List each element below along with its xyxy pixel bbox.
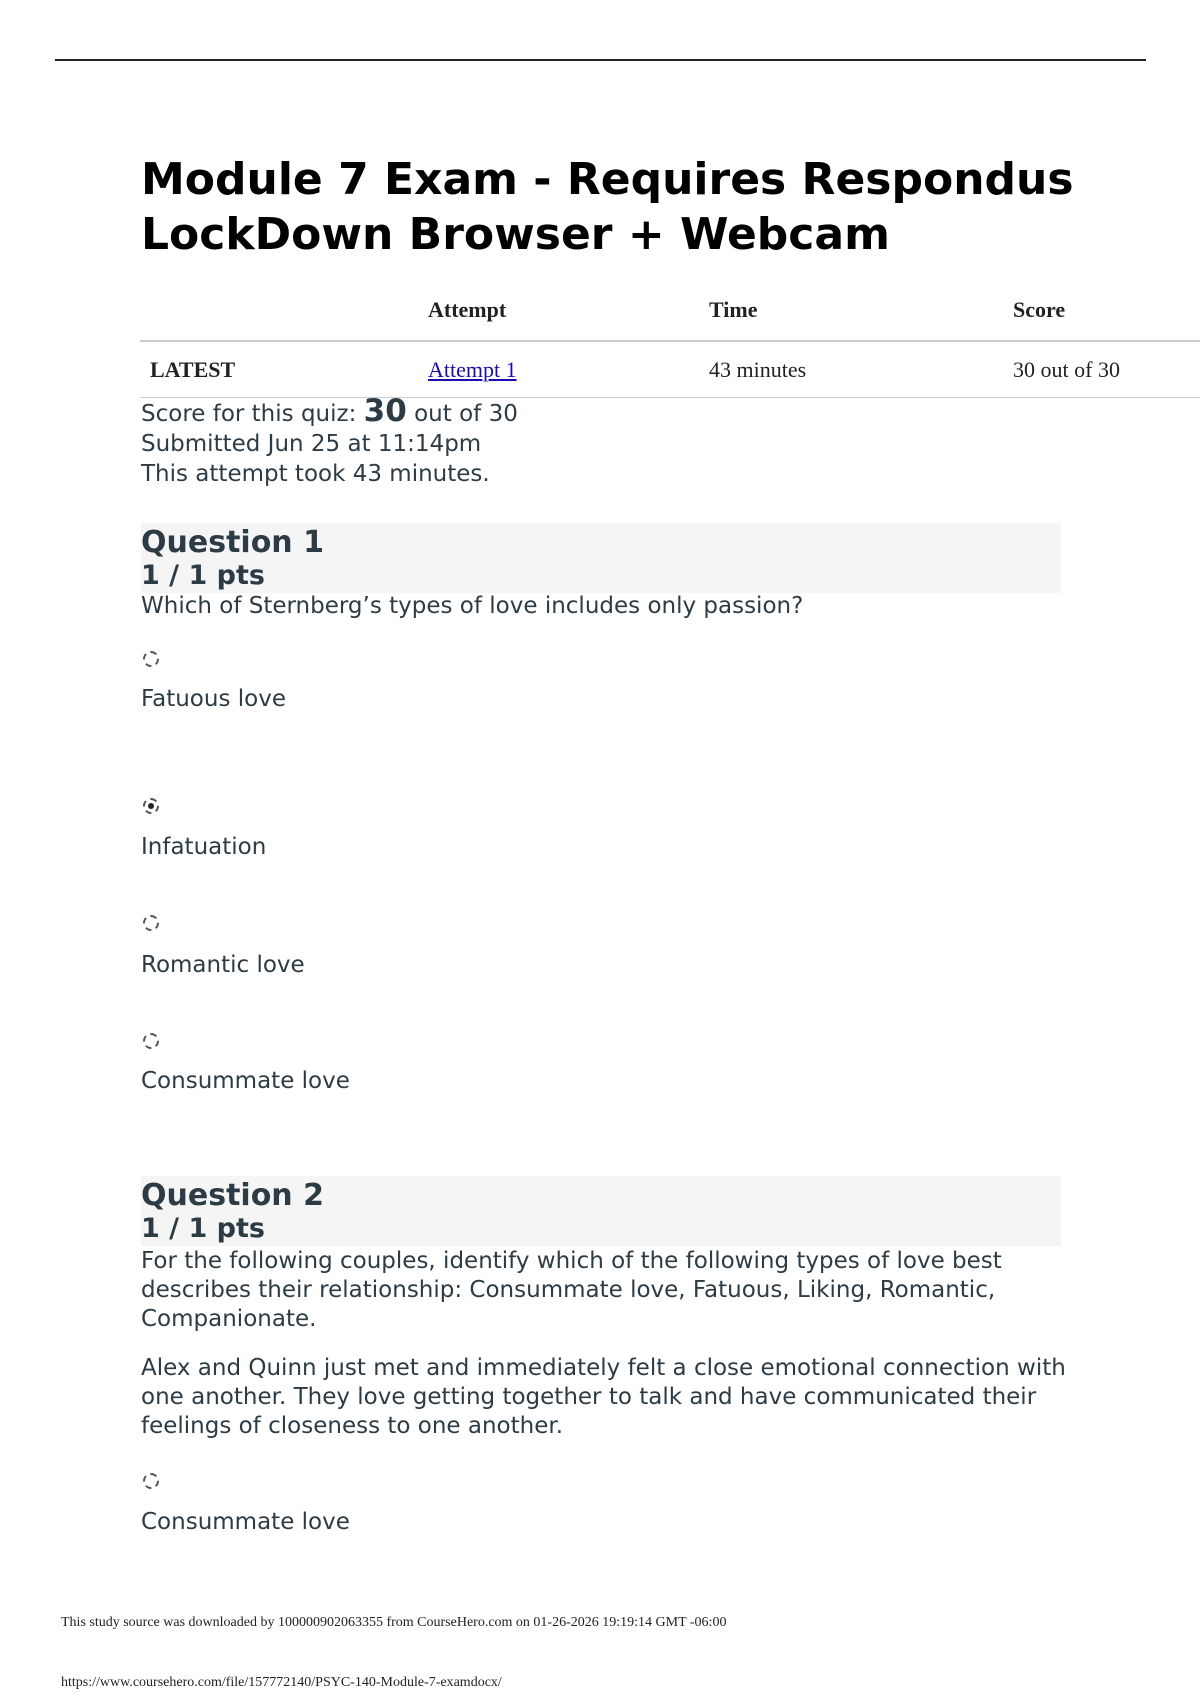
question-1-header bbox=[141, 523, 1061, 593]
question-1-prompt: Which of Sternberg’s types of love includes only passion? bbox=[141, 593, 804, 619]
answer-label-q2-consummate-love: Consummate love bbox=[141, 1509, 350, 1535]
score-value: 30 bbox=[363, 393, 407, 429]
attempts-table bbox=[140, 285, 1200, 398]
top-divider bbox=[55, 59, 1146, 61]
submitted-line: Submitted Jun 25 at 11:14pm bbox=[141, 431, 482, 457]
quiz-score-line bbox=[141, 393, 518, 429]
score-suffix: out of 30 bbox=[406, 401, 518, 427]
answer-radio-romantic-love[interactable] bbox=[143, 915, 159, 931]
attempt-time: 43 minutes bbox=[709, 357, 807, 382]
score-prefix: Score for this quiz: bbox=[141, 401, 364, 427]
attempts-table-header-row bbox=[140, 285, 1200, 342]
question-1-points: 1 / 1 pts bbox=[141, 560, 265, 591]
header-cell-score: Score bbox=[1013, 297, 1066, 322]
table-row bbox=[140, 342, 1200, 398]
source-note: This study source was downloaded by 100000902063355 from CourseHero.com on 01-26-2026 19:19:14 GMT -06:00 bbox=[61, 1615, 727, 1630]
latest-label: LATEST bbox=[150, 357, 236, 382]
answer-label-consummate-love: Consummate love bbox=[141, 1068, 350, 1094]
attempt-score: 30 out of 30 bbox=[1013, 357, 1120, 382]
answer-label-romantic-love: Romantic love bbox=[141, 952, 305, 978]
header-cell-time: Time bbox=[709, 297, 758, 322]
score-summary bbox=[141, 393, 518, 489]
answer-label-fatuous-love: Fatuous love bbox=[141, 686, 286, 712]
answer-radio-q2-consummate-love[interactable] bbox=[143, 1473, 159, 1489]
answer-radio-fatuous-love[interactable] bbox=[143, 651, 159, 667]
answer-radio-consummate-love[interactable] bbox=[143, 1033, 159, 1049]
source-url: https://www.coursehero.com/file/157772140/PSYC-140-Module-7-examdocx/ bbox=[61, 1675, 502, 1690]
answer-radio-infatuation[interactable] bbox=[143, 798, 159, 814]
question-2-points: 1 / 1 pts bbox=[141, 1213, 265, 1244]
page-title: Module 7 Exam - Requires Respondus LockDown Browser + Webcam bbox=[141, 154, 1074, 260]
header-cell-attempt: Attempt bbox=[428, 297, 507, 322]
question-2-prompt: For the following couples, identify which of the following types of love best describes their relationship: Consummate love, Fatuous, Liking, Romantic, Companionate. bbox=[141, 1248, 1002, 1332]
duration-line: This attempt took 43 minutes. bbox=[141, 461, 490, 487]
question-1-title: Question 1 bbox=[141, 525, 324, 560]
question-2-header bbox=[141, 1176, 1061, 1246]
question-2-title: Question 2 bbox=[141, 1178, 324, 1213]
attempt-1-link[interactable]: Attempt 1 bbox=[428, 357, 517, 382]
question-2-scenario: Alex and Quinn just met and immediately felt a close emotional connection with one another. They love getting together to talk and have communicated their feelings of closeness to one another. bbox=[141, 1355, 1066, 1439]
answer-label-infatuation: Infatuation bbox=[141, 834, 267, 860]
